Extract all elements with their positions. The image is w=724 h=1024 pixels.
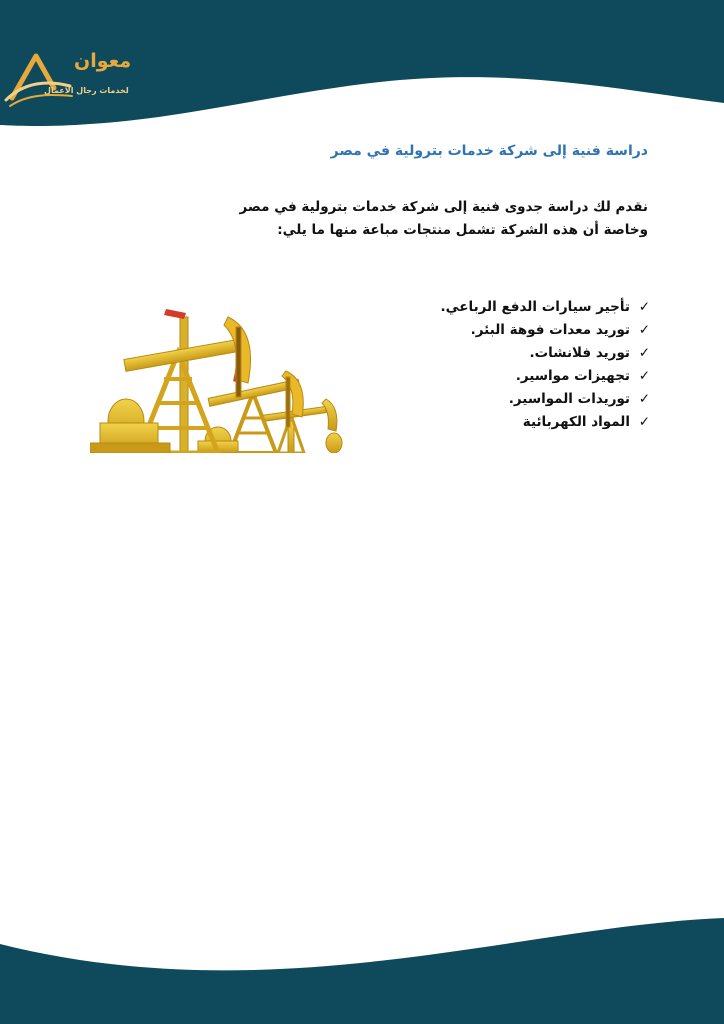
list-item xyxy=(350,296,650,319)
oil-pumpjack-image xyxy=(90,303,346,453)
product-label: المواد الكهربائية xyxy=(522,414,630,430)
list-item xyxy=(350,365,650,388)
company-logo xyxy=(4,50,144,114)
product-label: توريد معدات فوهة البئر. xyxy=(470,322,630,338)
checkmark-icon: ✓ xyxy=(638,299,650,315)
list-item xyxy=(350,319,650,342)
checkmark-icon: ✓ xyxy=(638,345,650,361)
product-list xyxy=(350,296,650,434)
product-label: تجهيزات مواسير. xyxy=(515,368,630,384)
document-title: دراسة فنية إلى شركة خدمات بترولية في مصر xyxy=(330,143,648,159)
logo-mark-icon xyxy=(4,50,74,114)
product-label: توريدات المواسير. xyxy=(508,391,630,407)
list-item xyxy=(350,411,650,434)
product-label: توريد فلانشات. xyxy=(529,345,630,361)
footer-band xyxy=(0,914,724,1024)
intro-paragraph xyxy=(80,196,648,242)
logo-name: معوان xyxy=(74,50,132,72)
checkmark-icon: ✓ xyxy=(638,414,650,430)
checkmark-icon: ✓ xyxy=(638,322,650,338)
checkmark-icon: ✓ xyxy=(638,368,650,384)
list-item xyxy=(350,388,650,411)
product-label: تأجير سيارات الدفع الرباعي. xyxy=(440,299,630,315)
intro-line-2: وخاصة أن هذه الشركة تشمل منتجات مباعة منها ما يلي: xyxy=(277,222,648,238)
checkmark-icon: ✓ xyxy=(638,391,650,407)
logo-tagline: لخدمات رجال الاعمال xyxy=(44,86,129,95)
intro-line-1: نقدم لك دراسة جدوى فنية إلى شركة خدمات بترولية في مصر xyxy=(239,199,648,215)
list-item xyxy=(350,342,650,365)
